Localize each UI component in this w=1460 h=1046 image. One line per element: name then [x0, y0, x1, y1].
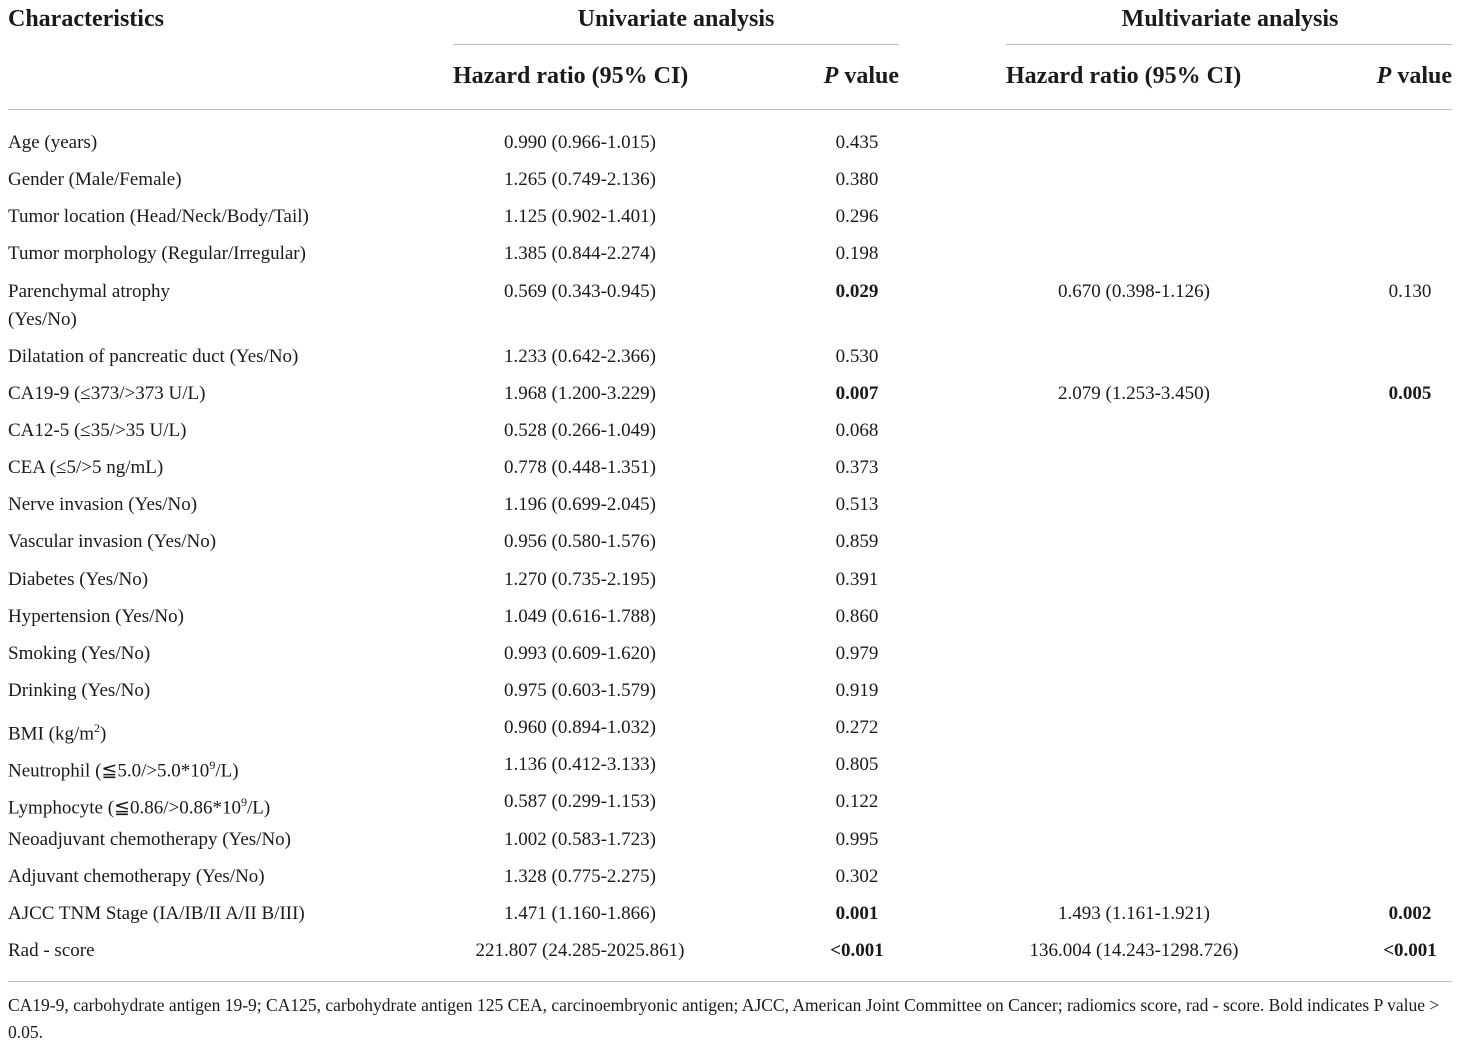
- univariate-hazard-ratio: 1.265 (0.749-2.136): [504, 169, 656, 191]
- characteristic-text: Diabetes (Yes/No): [8, 568, 149, 590]
- table-row: [0, 753, 1460, 790]
- multivariate-hazard-ratio: 136.004 (14.243-1298.726): [1029, 939, 1239, 961]
- header-characteristics: Characteristics: [8, 6, 164, 32]
- row-characteristic: [8, 605, 184, 629]
- characteristic-text: Vascular invasion (Yes/No): [8, 531, 217, 553]
- characteristic-text: Lymphocyte (≦0.86/>0.86*10: [8, 797, 241, 819]
- univariate-p-value: 0.805: [835, 754, 879, 776]
- univariate-p-value: 0.435: [835, 132, 879, 153]
- row-characteristic: [8, 456, 163, 480]
- value-label: value: [1391, 63, 1452, 89]
- characteristic-text: Smoking (Yes/No): [8, 642, 151, 664]
- characteristic-text-after: ): [100, 723, 107, 745]
- header-multivariate-p-value: [1377, 62, 1452, 90]
- table-row: [0, 642, 1460, 679]
- univariate-p-value: 0.272: [835, 717, 879, 739]
- table-row: [0, 168, 1460, 205]
- table-row: [0, 902, 1460, 939]
- row-characteristic: [8, 168, 182, 192]
- univariate-p-value: 0.380: [835, 169, 879, 191]
- univariate-hazard-ratio: 1.233 (0.642-2.366): [504, 345, 656, 367]
- multivariate-group-rule: [1006, 44, 1452, 45]
- characteristic-text: Hypertension (Yes/No): [8, 605, 184, 627]
- univariate-p-value: 0.007: [835, 382, 879, 404]
- row-characteristic: [8, 753, 239, 783]
- univariate-p-value: 0.302: [835, 865, 879, 887]
- row-characteristic: [8, 828, 291, 852]
- header-multivariate-hazard-ratio: Hazard ratio (95% CI): [1006, 63, 1242, 89]
- characteristic-text: Adjuvant chemotherapy (Yes/No): [8, 865, 265, 887]
- row-characteristic: [8, 716, 106, 746]
- characteristic-text: Tumor morphology (Regular/Irregular): [8, 243, 306, 265]
- univariate-hazard-ratio: 1.002 (0.583-1.723): [504, 828, 656, 850]
- univariate-p-value: 0.859: [835, 531, 879, 553]
- univariate-hazard-ratio: 0.587 (0.299-1.153): [504, 791, 656, 813]
- superscript: 9: [209, 758, 216, 773]
- characteristic-continuation: (Yes/No): [8, 308, 77, 330]
- table-footnote: CA19-9, carbohydrate antigen 19-9; CA125, carbohydrate antigen 125 CEA, carcinoembryonic antigen; AJCC, American Joint Committee on Cancer; radiomics score, rad - score. Bold indicates P value > 0.05.: [8, 995, 1440, 1042]
- row-characteristic: [8, 242, 306, 266]
- row-characteristic: [8, 493, 197, 517]
- univariate-p-value: 0.001: [835, 902, 879, 924]
- header-univariate-analysis: Univariate analysis: [577, 6, 775, 32]
- row-characteristic: [8, 280, 170, 304]
- table-row: [0, 280, 1460, 330]
- univariate-p-value: 0.995: [835, 828, 879, 850]
- table-row: [0, 419, 1460, 456]
- p-italic: P: [823, 63, 839, 89]
- univariate-p-value: 0.513: [835, 494, 879, 516]
- table-row: [0, 939, 1460, 976]
- univariate-p-value: 0.530: [835, 345, 879, 367]
- characteristic-text: CEA (≤5/>5 ng/mL): [8, 457, 164, 479]
- header-multivariate-analysis: Multivariate analysis: [1121, 6, 1339, 32]
- row-characteristic: [8, 642, 150, 666]
- row-characteristic: [8, 939, 95, 963]
- characteristic-text: Nerve invasion (Yes/No): [8, 494, 198, 516]
- univariate-hazard-ratio: 0.956 (0.580-1.576): [504, 531, 656, 553]
- row-characteristic: [8, 790, 270, 820]
- univariate-hazard-ratio: 221.807 (24.285-2025.861): [475, 939, 685, 961]
- table-bottom-rule: [8, 981, 1452, 982]
- table-row: [0, 345, 1460, 382]
- table-row: [0, 828, 1460, 865]
- univariate-hazard-ratio: 0.778 (0.448-1.351): [504, 457, 656, 479]
- multivariate-p-value: 0.002: [1388, 902, 1432, 924]
- univariate-hazard-ratio: 1.471 (1.160-1.866): [504, 902, 656, 924]
- characteristic-text: Dilatation of pancreatic duct (Yes/No): [8, 345, 299, 367]
- characteristic-text-after: /L): [246, 797, 271, 819]
- characteristic-text: Age (years): [8, 132, 98, 153]
- value-label: value: [838, 63, 899, 89]
- characteristic-text: Gender (Male/Female): [8, 169, 182, 191]
- header-univariate-hazard-ratio: Hazard ratio (95% CI): [453, 63, 689, 89]
- row-characteristic: [8, 205, 309, 229]
- univariate-hazard-ratio: 1.136 (0.412-3.133): [504, 754, 656, 776]
- row-characteristic: [8, 865, 265, 889]
- characteristic-text: Parenchymal atrophy: [8, 280, 170, 302]
- characteristic-text: BMI (kg/m: [8, 723, 95, 745]
- characteristic-text: Neutrophil (≦5.0/>5.0*10: [8, 760, 210, 782]
- table-row: [0, 790, 1460, 827]
- p-italic: P: [1376, 63, 1392, 89]
- row-characteristic: [8, 679, 150, 703]
- row-characteristic: [8, 131, 97, 155]
- characteristic-text: CA19-9 (≤373/>373 U/L): [8, 382, 206, 404]
- header-univariate-p-value: [824, 62, 899, 90]
- table-row: [0, 205, 1460, 242]
- univariate-hazard-ratio: 0.960 (0.894-1.032): [504, 717, 656, 739]
- univariate-p-value: 0.029: [835, 280, 879, 302]
- univariate-hazard-ratio: 1.125 (0.902-1.401): [504, 206, 656, 228]
- table-row: [0, 716, 1460, 753]
- multivariate-hazard-ratio: 1.493 (1.161-1.921): [1058, 902, 1210, 924]
- univariate-p-value: 0.122: [835, 791, 879, 813]
- univariate-p-value: 0.296: [835, 206, 879, 228]
- superscript: 9: [240, 795, 247, 810]
- univariate-p-value: 0.068: [835, 419, 879, 441]
- table-row: [0, 865, 1460, 902]
- univariate-hazard-ratio: 0.528 (0.266-1.049): [504, 419, 656, 441]
- univariate-p-value: 0.919: [835, 679, 879, 701]
- univariate-hazard-ratio: 0.990 (0.966-1.015): [504, 132, 656, 153]
- characteristic-text: Rad - score: [8, 939, 95, 961]
- superscript: 2: [94, 721, 101, 736]
- univariate-hazard-ratio: 0.975 (0.603-1.579): [504, 679, 656, 701]
- univariate-p-value: 0.373: [835, 457, 879, 479]
- univariate-hazard-ratio: 1.385 (0.844-2.274): [504, 243, 656, 265]
- row-characteristic: [8, 530, 216, 554]
- table-row: [0, 568, 1460, 605]
- univariate-hazard-ratio: 1.196 (0.699-2.045): [504, 494, 656, 516]
- characteristic-text: Drinking (Yes/No): [8, 679, 151, 701]
- row-characteristic: [8, 419, 186, 443]
- univariate-p-value: <0.001: [830, 939, 884, 961]
- table-row: [0, 679, 1460, 716]
- multivariate-p-value: 0.130: [1388, 280, 1432, 302]
- univariate-p-value: 0.391: [835, 568, 879, 590]
- univariate-hazard-ratio: 1.968 (1.200-3.229): [504, 382, 656, 404]
- univariate-p-value: 0.198: [835, 243, 879, 265]
- table-row: [0, 493, 1460, 530]
- row-characteristic: [8, 902, 305, 926]
- table-row: [0, 382, 1460, 419]
- row-characteristic: [8, 345, 298, 369]
- table-row: [0, 605, 1460, 642]
- row-characteristic: [8, 382, 205, 406]
- multivariate-hazard-ratio: 0.670 (0.398-1.126): [1058, 280, 1210, 302]
- header-bottom-rule: [8, 109, 1452, 110]
- univariate-hazard-ratio: 0.993 (0.609-1.620): [504, 642, 656, 664]
- table-row: [0, 456, 1460, 493]
- univariate-p-value: 0.860: [835, 605, 879, 627]
- multivariate-p-value: <0.001: [1383, 939, 1437, 961]
- univariate-group-rule: [453, 44, 899, 45]
- table-row: [0, 530, 1460, 567]
- multivariate-hazard-ratio: 2.079 (1.253-3.450): [1058, 382, 1210, 404]
- univariate-p-value: 0.979: [835, 642, 879, 664]
- characteristic-text: Tumor location (Head/Neck/Body/Tail): [8, 206, 309, 228]
- multivariate-p-value: 0.005: [1388, 382, 1432, 404]
- characteristic-text: CA12-5 (≤35/>35 U/L): [8, 419, 187, 441]
- univariate-hazard-ratio: 1.328 (0.775-2.275): [504, 865, 656, 887]
- table-row: [0, 242, 1460, 279]
- univariate-hazard-ratio: 1.270 (0.735-2.195): [504, 568, 656, 590]
- characteristic-text: Neoadjuvant chemotherapy (Yes/No): [8, 828, 291, 850]
- univariate-hazard-ratio: 1.049 (0.616-1.788): [504, 605, 656, 627]
- table-row: [0, 131, 1460, 168]
- row-characteristic: [8, 568, 148, 592]
- univariate-hazard-ratio: 0.569 (0.343-0.945): [504, 280, 656, 302]
- characteristic-text: AJCC TNM Stage (IA/IB/II A/II B/III): [8, 902, 305, 924]
- characteristic-text-after: /L): [215, 760, 239, 782]
